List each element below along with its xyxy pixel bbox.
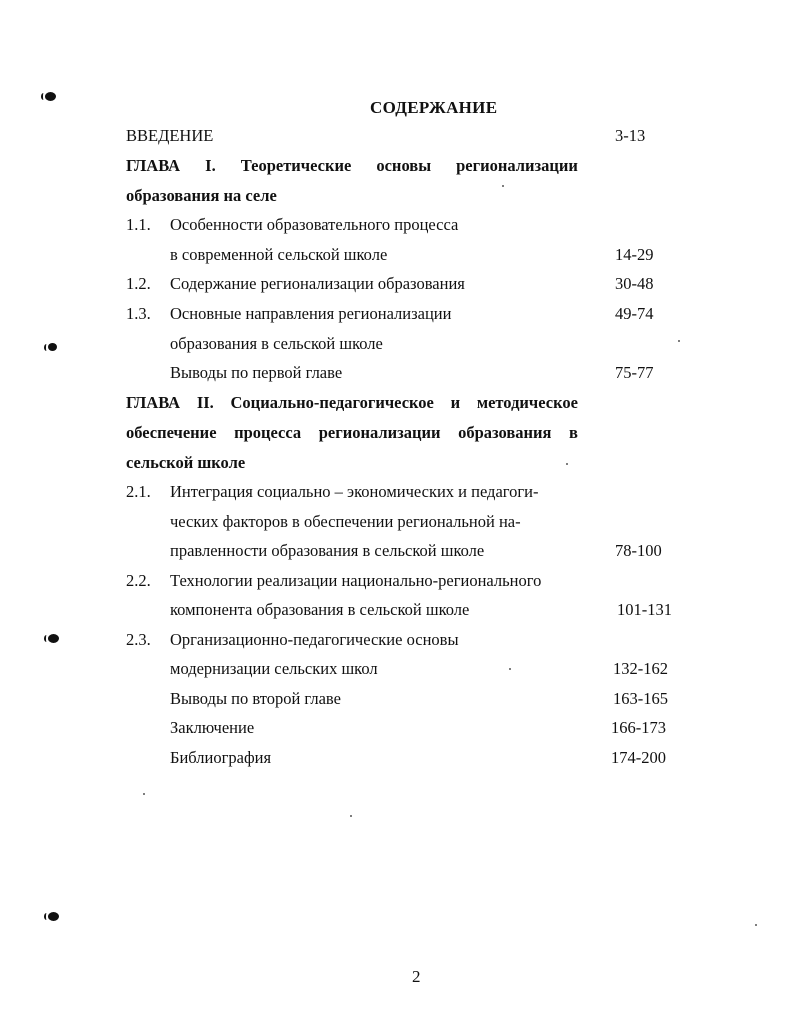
punch-hole-mark	[48, 634, 59, 643]
section-title: модернизации сельских школ	[170, 659, 378, 678]
section-title: компонента образования в сельской школе	[170, 600, 470, 619]
section-number: 2.2.	[126, 571, 151, 590]
chapter1-conclusion-pages: 75-77	[615, 363, 654, 382]
punch-hole-mark	[48, 343, 57, 351]
scan-speck	[509, 668, 511, 670]
section-number: 1.3.	[126, 304, 151, 323]
toc-intro-pages: 3-13	[615, 126, 646, 145]
section-title: ческих факторов в обеспечении региональной на-	[170, 512, 521, 531]
toc-bibliography-pages: 174-200	[611, 748, 666, 767]
scan-speck	[143, 793, 145, 795]
section-number: 1.1.	[126, 215, 151, 234]
scan-speck	[678, 340, 680, 342]
section-number: 1.2.	[126, 274, 151, 293]
punch-hole-mark	[48, 912, 59, 921]
chapter2-heading-line3: сельской школе	[126, 453, 246, 472]
scan-speck	[502, 185, 504, 187]
section-title: Основные направления регионализации	[170, 304, 452, 323]
page-number: 2	[412, 967, 421, 986]
section-pages: 78-100	[615, 541, 662, 560]
toc-intro-label: ВВЕДЕНИЕ	[126, 126, 214, 145]
section-title: Особенности образовательного процесса	[170, 215, 459, 234]
section-pages: 30-48	[615, 274, 654, 293]
scan-speck	[755, 924, 757, 926]
toc-conclusion: Заключение	[170, 718, 255, 737]
chapter2-heading-line1: ГЛАВА II. Социально-педагогическое и методическое	[126, 393, 578, 412]
section-title: в современной сельской школе	[170, 245, 388, 264]
chapter1-heading-line2: образования на селе	[126, 186, 277, 205]
section-number: 2.1.	[126, 482, 151, 501]
section-pages: 101-131	[617, 600, 672, 619]
toc-conclusion-pages: 166-173	[611, 718, 666, 737]
section-pages: 14-29	[615, 245, 654, 264]
section-title: Интеграция социально – экономических и педагоги-	[170, 482, 539, 501]
scan-speck	[350, 815, 352, 817]
toc-title: СОДЕРЖАНИЕ	[370, 98, 498, 117]
section-title: правленности образования в сельской школе	[170, 541, 485, 560]
toc-bibliography: Библиография	[170, 748, 272, 767]
punch-hole-mark	[45, 92, 56, 101]
section-title: Содержание регионализации образования	[170, 274, 465, 293]
section-number: 2.3.	[126, 630, 151, 649]
section-title: Организационно-педагогические основы	[170, 630, 459, 649]
section-pages: 132-162	[613, 659, 668, 678]
chapter2-conclusion-pages: 163-165	[613, 689, 668, 708]
chapter1-heading-line1: ГЛАВА I. Теоретические основы регионализации	[126, 156, 578, 175]
section-title: образования в сельской школе	[170, 334, 383, 353]
chapter2-conclusion: Выводы по второй главе	[170, 689, 341, 708]
section-title: Технологии реализации национально-регионального	[170, 571, 542, 590]
scan-speck	[566, 463, 568, 465]
chapter2-heading-line2: обеспечение процесса регионализации образования в	[126, 423, 578, 442]
chapter1-conclusion: Выводы по первой главе	[170, 363, 343, 382]
section-pages: 49-74	[615, 304, 654, 323]
